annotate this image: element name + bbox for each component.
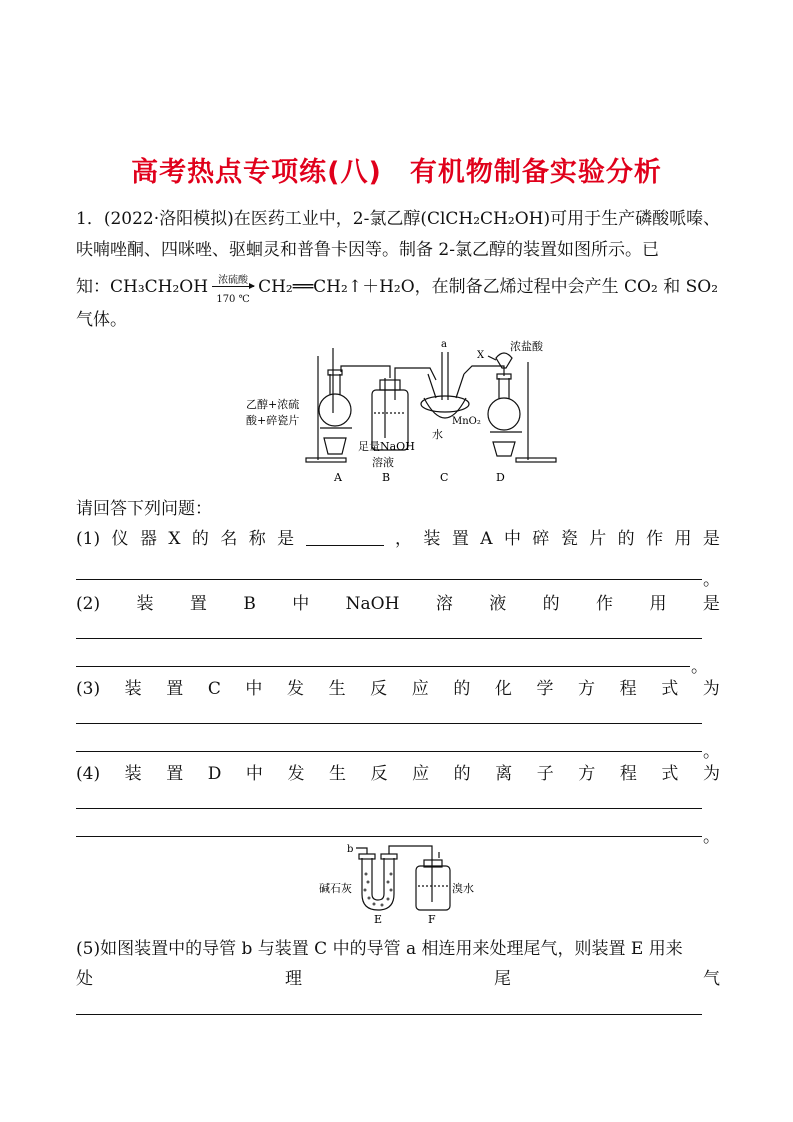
q2-part: 置: [189, 594, 207, 614]
q3-part: 反: [370, 679, 388, 699]
q3-part: 方: [578, 679, 596, 699]
label-water: 水: [432, 428, 443, 441]
q3-part: 中: [245, 679, 263, 699]
q1-part: 的: [617, 529, 635, 549]
q3-part: 程: [619, 679, 637, 699]
q2-part: 用: [649, 594, 667, 614]
q4-part: 装: [124, 764, 142, 784]
condition-catalyst: 浓硫酸: [218, 274, 249, 286]
q1-part: 称: [248, 529, 266, 549]
q4-part: D: [207, 764, 222, 784]
q3-part: 生: [328, 679, 346, 699]
q3-part: 发: [287, 679, 304, 699]
prompt-text: 请回答下列问题：: [76, 499, 212, 519]
q4-part: 反: [370, 764, 388, 784]
q2-part: 作: [596, 594, 614, 614]
q1-part: A: [480, 529, 493, 549]
question-text-1: (2022·洛阳模拟)在医药工业中，2-氯乙醇(ClCH₂CH₂OH)可用于生产磷酸哌嗪、: [103, 209, 721, 229]
q5-part: 处: [76, 969, 93, 989]
label-reagent-line2: 酸+碎瓷片: [246, 414, 300, 427]
q3-part: 置: [166, 679, 184, 699]
apparatus-letter-c: C: [440, 471, 449, 484]
q3-period: 。: [703, 742, 720, 762]
q1-part: 作: [646, 529, 664, 549]
q3-part: 化: [494, 679, 512, 699]
q4-part: 离: [495, 764, 513, 784]
q4-part: (4): [76, 764, 101, 784]
label-naoh-line1: 足量NaOH: [358, 440, 415, 453]
q2-line: [76, 592, 720, 616]
q3-part: 应: [411, 679, 429, 699]
question-line-2: 呋喃唑酮、四咪唑、驱蛔灵和普鲁卡因等。制备 2-氯乙醇的装置如图所示。已: [76, 240, 659, 260]
q1-period: 。: [703, 570, 720, 590]
q2-part: 装: [136, 594, 154, 614]
q4-part: 的: [453, 764, 471, 784]
q1-part: 的: [191, 529, 209, 549]
q5-line-1: (5)如图装置中的导管 b 与装置 C 中的导管 a 相连用来处理尾气，则装置 E 用来: [76, 939, 683, 959]
q1-part: (1): [76, 529, 101, 549]
q4-part: 中: [245, 764, 263, 784]
q4-part: 应: [412, 764, 430, 784]
q1-part: 器: [139, 529, 157, 549]
q5-part: 气: [703, 969, 720, 989]
apparatus-figure-abcd: [240, 338, 560, 488]
question-number: 1．: [76, 209, 104, 229]
apparatus-letter-a: A: [334, 471, 342, 484]
q4-period: 。: [703, 827, 720, 847]
apparatus-figure-ef: [316, 844, 486, 926]
question-line-3: [76, 274, 720, 305]
label-conc-hcl: 浓盐酸: [510, 340, 543, 353]
condition-temperature: 170 ℃: [216, 293, 250, 305]
q4-answer-line-2[interactable]: [76, 836, 702, 837]
q5-part: 理: [285, 969, 302, 989]
q1-part: 是: [277, 529, 295, 549]
q1-part: 中: [503, 529, 521, 549]
label-tube-b: b: [347, 844, 354, 855]
reaction-arrow: [212, 286, 254, 287]
q4-part: 生: [329, 764, 347, 784]
q2-part: B: [243, 594, 256, 614]
q3-line: [76, 677, 720, 701]
q1-part: 碎: [532, 529, 550, 549]
q3-answer-line-2[interactable]: [76, 751, 702, 752]
apparatus-letter-e: E: [374, 913, 383, 926]
q3-part: 式: [661, 679, 679, 699]
label-soda-lime: 碱石灰: [319, 882, 352, 895]
q2-period: 。: [691, 657, 708, 677]
q4-part: 式: [661, 764, 679, 784]
q4-part: 为: [702, 764, 720, 784]
q3-part: 的: [453, 679, 471, 699]
q4-part: 方: [578, 764, 596, 784]
q1-part: 仪: [111, 529, 129, 549]
q2-part: 中: [292, 594, 310, 614]
q4-line: [76, 762, 720, 786]
q3-part: C: [207, 679, 221, 699]
q4-part: 置: [166, 764, 184, 784]
apparatus-letter-f: F: [428, 913, 436, 926]
q1-part: 置: [451, 529, 469, 549]
q1-part: 瓷: [560, 529, 578, 549]
q3-part: (3): [76, 679, 101, 699]
apparatus-letter-b: B: [382, 471, 391, 484]
q5-line-2: [76, 967, 720, 991]
page-title: 高考热点专项练(八) 有机物制备实验分析: [131, 157, 662, 188]
q4-part: 程: [619, 764, 637, 784]
q5-answer-line[interactable]: [76, 1014, 702, 1015]
apparatus-letter-d: D: [496, 471, 505, 484]
q2-part: 是: [702, 594, 720, 614]
q3-part: 装: [124, 679, 142, 699]
q3-part: 学: [536, 679, 554, 699]
q2-part: (2): [76, 594, 101, 614]
q1-part: 用: [674, 529, 692, 549]
q2-part: 溶: [435, 594, 453, 614]
q1-part: 名: [220, 529, 238, 549]
q4-part: 子: [536, 764, 554, 784]
reaction-condition: [210, 274, 256, 305]
equation-products: CH₂══CH₂↑＋H₂O，在制备乙烯过程中会产生 CO₂ 和 SO₂: [258, 277, 719, 297]
label-naoh-line2: 溶液: [372, 456, 394, 469]
q1-part: 装: [423, 529, 441, 549]
q4-part: 发: [287, 764, 305, 784]
q2-answer-line-1[interactable]: [76, 638, 702, 639]
label-x: X: [477, 350, 485, 361]
question-line-4: 气体。: [76, 310, 127, 330]
q3-part: 为: [702, 679, 720, 699]
q2-part: 液: [489, 594, 507, 614]
q1-line: [76, 527, 720, 551]
q2-answer-line-2[interactable]: [76, 666, 690, 667]
q4-answer-line-1[interactable]: [76, 808, 702, 809]
q1-part: X: [168, 529, 181, 549]
label-mno2: MnO₂: [452, 416, 481, 427]
q1-part: 是: [702, 529, 720, 549]
equation-reactant: 知：CH₃CH₂OH: [76, 277, 209, 297]
label-reagent-line1: 乙醇+浓硫: [246, 398, 300, 411]
q3-answer-line-1[interactable]: [76, 723, 702, 724]
q2-part: 的: [542, 594, 560, 614]
label-tube-a: a: [441, 339, 447, 350]
q1-part: ，: [395, 529, 412, 549]
q5-part: 尾: [494, 969, 511, 989]
q1-answer-line[interactable]: [76, 579, 702, 580]
label-bromine-water: 溴水: [452, 882, 474, 895]
q1-part: 片: [589, 529, 607, 549]
q2-part: NaOH: [345, 594, 400, 614]
question-line-1: [76, 207, 720, 231]
q1-answer-blank[interactable]: [306, 527, 384, 546]
